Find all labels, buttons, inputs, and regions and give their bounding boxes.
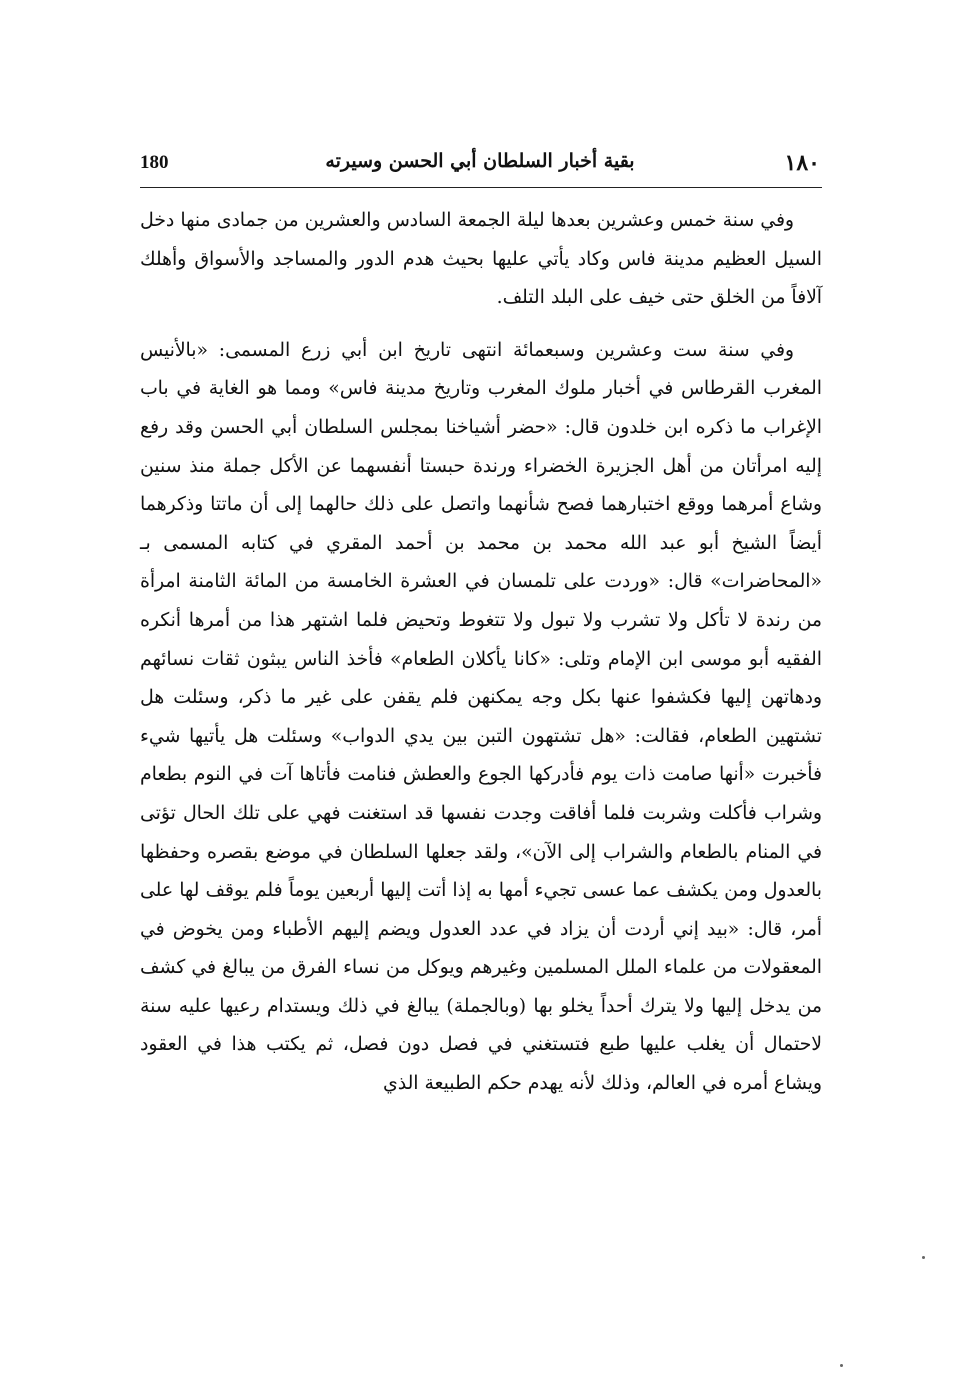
- paragraph-fasting-women: وفي سنة ست وعشرين وسبعمائة انتهى تاريخ ابن أبي زرع المسمى: «بالأنيس المغرب القرطاس في أخبار ملوك المغرب وتاريخ مدينة فاس» ومما هو الغاية في باب الإغراب ما ذكره ابن خلدون قال: «حضر أشياخنا بمجلس السلطان أبي الحسن وقد رفع إليه امرأتان من أهل الجزيرة الخضراء ورندة حبستا أنفسهما عن الأكل جملة منذ سنين وشاع أمرهما ووقع اختبارهما فصح شأنهما واتصل على ذلك حالهما إلى أن ماتتا وذكرهما أيضاً الشيخ أبو عبد الله محمد بن محمد بن أحمد المقري في كتابه المسمى بـ «المحاضرات» قال: «وردت على تلمسان في العشرة الخامسة من المائة الثامنة امرأة من رندة لا تأكل ولا تشرب ولا تبول ولا تتغوط وتحيض فلما اشتهر هذا من أمرها أنكره الفقيه أبو موسى ابن الإمام وتلى: «كانا يأكلان الطعام» فأخذ الناس يبثون ثقات نسائهم ودهاتهن إليها فكشفوا عنها بكل وجه يمكنهن فلم يقفن على غير ما ذكر، وسئلت هل تشتهين الطعام، فقالت: «هل تشتهون التبن بين يدي الدواب» وسئلت هل يأتيها شيء فأخبرت «أنها صامت ذات يوم فأدركها الجوع والعطش فنامت فأتاها آت في النوم بطعام وشراب فأكلت وشربت فلما أفاقت وجدت نفسها قد استغنت فهي على تلك الحال تؤتى في المنام بالطعام والشراب إلى الآن»، ولقد جعلها السلطان في موضع بقصره وحفظها بالعدول ومن يكشف عما عسى تجيء أمها به إذا أتت إليها أربعين يوماً فلم يوقف لها على أمر، قال: «بيد إني أردت أن يزاد في عدد العدول ويضم إليهم الأطباء ومن يخوض في المعقولات من علماء الملل المسلمين وغيرهم ويوكل من نساء الفرق من يبالغ في كشف من يدخل إليها ولا يترك أحداً يخلو بها (وبالجملة) يبالغ في ذلك ويستدام رعيها عليه سنة لاحتمال أن يغلب عليها طبع فتستغني في فصل دون فصل، ثم يكتب هذا في العقود ويشاع أمره في العالم، وذلك لأنه يهدم حكم الطبيعة الذي: [140, 339, 822, 1095]
- scan-speck: [922, 1256, 925, 1259]
- body-text: [140, 202, 822, 1104]
- running-title: بقية أخبار السلطان أبي الحسن وسيرته: [325, 150, 635, 172]
- page-header: [140, 150, 820, 188]
- header-rule: [140, 187, 822, 188]
- scan-speck: [840, 1364, 843, 1367]
- page-number-latin: 180: [140, 152, 169, 173]
- paragraph-flood: وفي سنة خمس وعشرين بعدها ليلة الجمعة السادس والعشرين من جمادى منها دخل السيل العظيم مدينة فاس وكاد يأتي عليها بحيث هدم الدور والمساجد والأسواق وأهلك آلافاً من الخلق حتى خيف على البلد التلف.: [140, 210, 822, 309]
- page-number-arabic: ١٨٠: [784, 150, 820, 176]
